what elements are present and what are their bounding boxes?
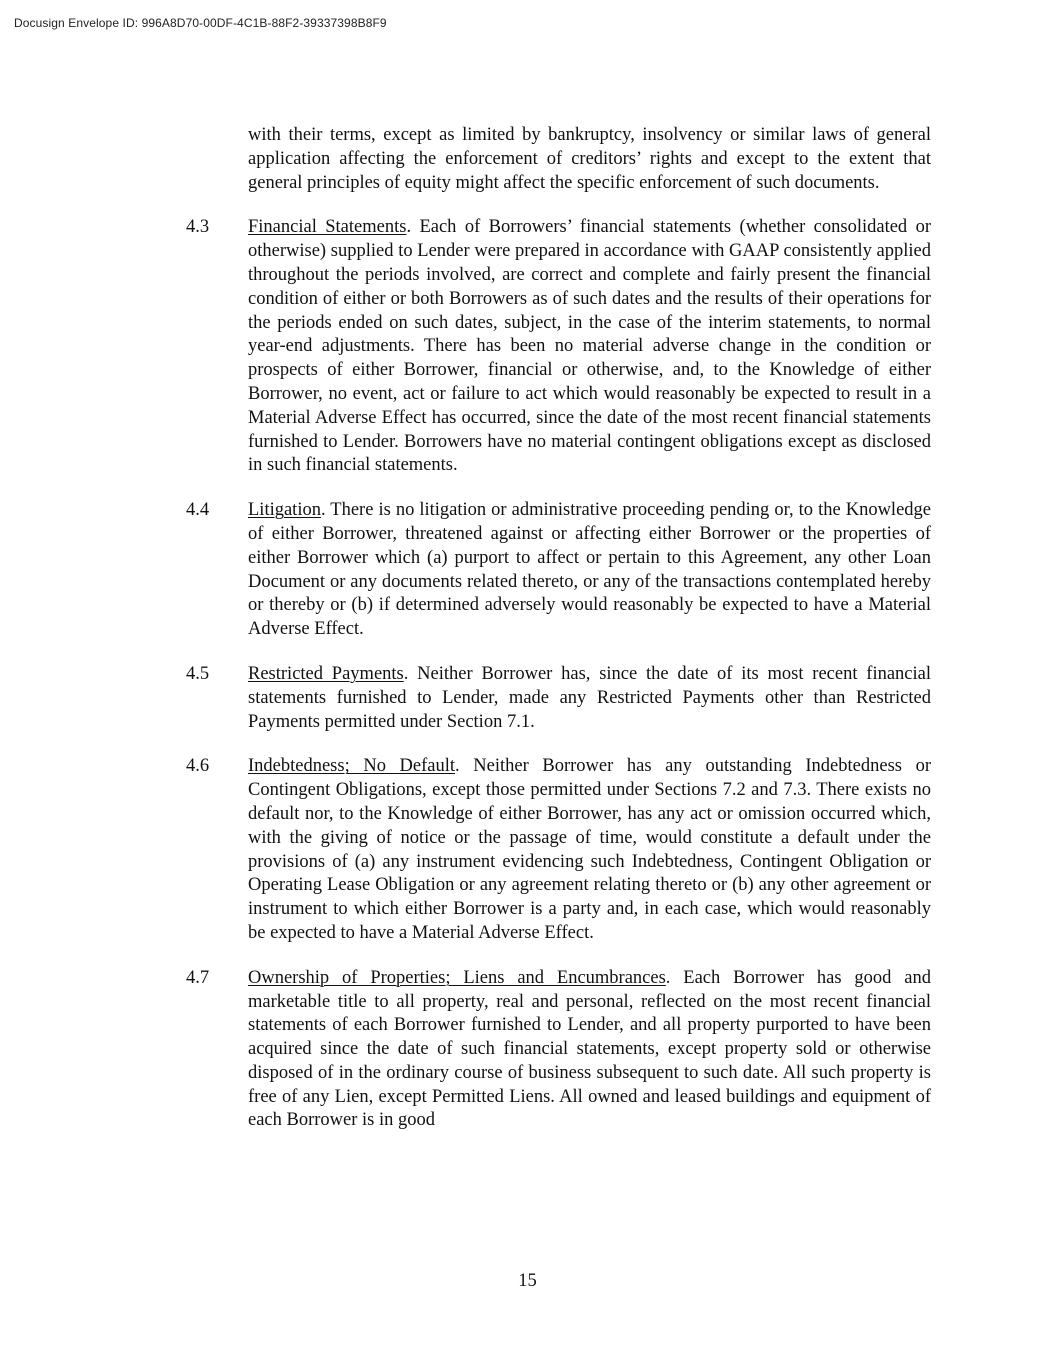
section-heading: Financial Statements [248, 217, 407, 238]
section-number: 4.5 [186, 663, 210, 684]
section-4-3 [186, 216, 931, 478]
section-body: . Each Borrower has good and marketable title to all property, real and personal, reflected on the most recent financial statements of each Borrower furnished to Lender, and all property purported to have been acquired since the date of such financial statements, except property sold or otherwise disposed of in the ordinary course of business subsequent to such date. All such property is free of any Lien, except Permitted Liens. All owned and leased buildings and equipment of each Borrower is in good [248, 967, 931, 1131]
section-heading: Indebtedness; No Default [248, 756, 456, 777]
section-paragraph [248, 499, 931, 642]
section-4-5 [186, 663, 931, 734]
page-number: 15 [518, 1271, 537, 1291]
section-number: 4.3 [186, 217, 210, 238]
continuation-paragraph: with their terms, except as limited by bankruptcy, insolvency or similar laws of general application affecting the enforcement of creditors’ rights and except to the extent that general principles of equity might affect the specific enforcement of such documents. [248, 125, 931, 193]
section-4-7 [186, 967, 931, 1134]
section-4-6 [186, 755, 931, 945]
section-body: . There is no litigation or administrative proceeding pending or, to the Knowledge of either Borrower, threatened against or affecting either Borrower or the properties of either Borrower which (a) purport to affect or pertain to this Agreement, any other Loan Document or any documents related thereto, or any of the transactions contemplated hereby or thereby or (b) if determined adversely would reasonably be expected to have a Material Adverse Effect. [248, 500, 931, 640]
section-heading: Restricted Payments [248, 663, 404, 684]
section-paragraph [248, 967, 931, 1134]
section-number: 4.6 [186, 756, 210, 777]
section-paragraph [248, 755, 931, 945]
section-number: 4.7 [186, 967, 210, 988]
section-body: . Neither Borrower has any outstanding Indebtedness or Contingent Obligations, except those permitted under Sections 7.2 and 7.3. There exists no default nor, to the Knowledge of either Borrower, has any act or omission occurred which, with the giving of notice or the passage of time, would constitute a default under the provisions of (a) any instrument evidencing such Indebtedness, Contingent Obligation or Operating Lease Obligation or any agreement relating thereto or (b) any other agreement or instrument to which either Borrower is a party and, in each case, which would reasonably be expected to have a Material Adverse Effect. [248, 756, 931, 943]
section-paragraph [248, 216, 931, 478]
document-body [186, 124, 931, 1154]
section-paragraph [248, 663, 931, 734]
section-number: 4.4 [186, 500, 210, 521]
docusign-envelope-id: Docusign Envelope ID: 996A8D70-00DF-4C1B-88F2-39337398B8F9 [14, 16, 387, 30]
section-4-4 [186, 499, 931, 642]
section-body: . Each of Borrowers’ financial statements (whether consolidated or otherwise) supplied to Lender were prepared in accordance with GAAP consistently applied throughout the periods involved, are correct and complete and fairly present the financial condition of either or both Borrowers as of such dates and the results of their operations for the periods ended on such dates, subject, in the case of the interim statements, to normal year-end adjustments. There has been no material adverse change in the condition or prospects of either Borrower, financial or otherwise, and, to the Knowledge of either Borrower, no event, act or failure to act which would reasonably be expected to result in a Material Adverse Effect has occurred, since the date of the most recent financial statements furnished to Lender. Borrowers have no material contingent obligations except as disclosed in such financial statements. [248, 217, 931, 476]
section-body: . Neither Borrower has, since the date of its most recent financial statements furnished to Lender, made any Restricted Payments other than Restricted Payments permitted under Section 7.1. [248, 663, 931, 732]
section-heading: Litigation [248, 500, 321, 521]
section-heading: Ownership of Properties; Liens and Encumbrances [248, 967, 666, 988]
